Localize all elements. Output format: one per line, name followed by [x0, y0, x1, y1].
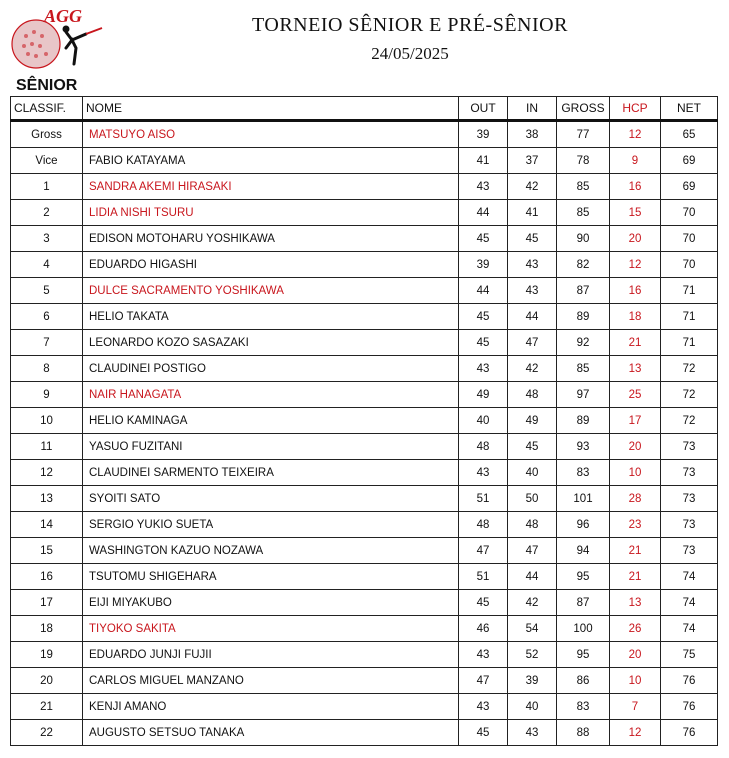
table-row — [11, 304, 718, 330]
cell-out: 43 — [459, 694, 508, 720]
cell-net: 70 — [661, 252, 718, 278]
cell-out: 47 — [459, 668, 508, 694]
cell-in: 45 — [508, 434, 557, 460]
cell-in: 54 — [508, 616, 557, 642]
table-row — [11, 200, 718, 226]
table-row — [11, 226, 718, 252]
cell-in: 44 — [508, 304, 557, 330]
cell-classif: 12 — [11, 460, 83, 486]
table-row — [11, 720, 718, 746]
cell-hcp: 18 — [610, 304, 661, 330]
cell-out: 39 — [459, 121, 508, 148]
cell-gross: 85 — [557, 200, 610, 226]
table-row — [11, 278, 718, 304]
cell-in: 49 — [508, 408, 557, 434]
cell-classif: Gross — [11, 121, 83, 148]
cell-classif: 13 — [11, 486, 83, 512]
cell-in: 37 — [508, 148, 557, 174]
cell-in: 42 — [508, 174, 557, 200]
cell-gross: 89 — [557, 408, 610, 434]
cell-classif: 3 — [11, 226, 83, 252]
table-row — [11, 694, 718, 720]
column-header-out: OUT — [459, 97, 508, 121]
cell-net: 74 — [661, 616, 718, 642]
cell-nome: LIDIA NISHI TSURU — [83, 200, 459, 226]
cell-net: 76 — [661, 694, 718, 720]
cell-in: 38 — [508, 121, 557, 148]
cell-net: 70 — [661, 200, 718, 226]
cell-nome: EDUARDO HIGASHI — [83, 252, 459, 278]
cell-nome: WASHINGTON KAZUO NOZAWA — [83, 538, 459, 564]
cell-hcp: 13 — [610, 356, 661, 382]
cell-gross: 97 — [557, 382, 610, 408]
cell-net: 71 — [661, 278, 718, 304]
table-row — [11, 382, 718, 408]
column-header-net: NET — [661, 97, 718, 121]
section-label: SÊNIOR — [16, 77, 78, 94]
table-row — [11, 668, 718, 694]
cell-nome: CLAUDINEI POSTIGO — [83, 356, 459, 382]
cell-in: 47 — [508, 330, 557, 356]
table-row — [11, 356, 718, 382]
cell-out: 43 — [459, 642, 508, 668]
cell-hcp: 26 — [610, 616, 661, 642]
cell-hcp: 9 — [610, 148, 661, 174]
table-row — [11, 460, 718, 486]
tournament-date: 24/05/2025 — [371, 44, 449, 63]
cell-out: 47 — [459, 538, 508, 564]
cell-in: 43 — [508, 278, 557, 304]
cell-nome: TIYOKO SAKITA — [83, 616, 459, 642]
cell-hcp: 17 — [610, 408, 661, 434]
title-block — [170, 14, 650, 64]
cell-hcp: 15 — [610, 200, 661, 226]
cell-hcp: 20 — [610, 226, 661, 252]
cell-in: 43 — [508, 252, 557, 278]
cell-gross: 95 — [557, 564, 610, 590]
cell-out: 41 — [459, 148, 508, 174]
table-row — [11, 616, 718, 642]
cell-gross: 89 — [557, 304, 610, 330]
cell-hcp: 21 — [610, 538, 661, 564]
cell-out: 45 — [459, 590, 508, 616]
cell-net: 76 — [661, 720, 718, 746]
cell-classif: 19 — [11, 642, 83, 668]
cell-in: 44 — [508, 564, 557, 590]
cell-net: 73 — [661, 538, 718, 564]
cell-out: 43 — [459, 174, 508, 200]
cell-out: 43 — [459, 356, 508, 382]
cell-net: 75 — [661, 642, 718, 668]
table-row — [11, 330, 718, 356]
cell-hcp: 20 — [610, 434, 661, 460]
cell-nome: SYOITI SATO — [83, 486, 459, 512]
cell-in: 42 — [508, 590, 557, 616]
cell-gross: 92 — [557, 330, 610, 356]
cell-net: 72 — [661, 408, 718, 434]
cell-gross: 100 — [557, 616, 610, 642]
table-header-row — [11, 97, 718, 121]
cell-in: 47 — [508, 538, 557, 564]
cell-out: 45 — [459, 226, 508, 252]
cell-in: 48 — [508, 382, 557, 408]
cell-in: 45 — [508, 226, 557, 252]
cell-net: 73 — [661, 460, 718, 486]
cell-gross: 93 — [557, 434, 610, 460]
cell-gross: 87 — [557, 590, 610, 616]
cell-out: 49 — [459, 382, 508, 408]
table-row — [11, 538, 718, 564]
cell-in: 39 — [508, 668, 557, 694]
cell-in: 41 — [508, 200, 557, 226]
cell-in: 40 — [508, 460, 557, 486]
table-row — [11, 434, 718, 460]
cell-gross: 96 — [557, 512, 610, 538]
cell-net: 73 — [661, 486, 718, 512]
cell-out: 40 — [459, 408, 508, 434]
cell-hcp: 16 — [610, 174, 661, 200]
cell-net: 73 — [661, 512, 718, 538]
column-header-in: IN — [508, 97, 557, 121]
cell-nome: SERGIO YUKIO SUETA — [83, 512, 459, 538]
cell-out: 48 — [459, 512, 508, 538]
table-row — [11, 252, 718, 278]
results-table — [10, 96, 718, 746]
cell-out: 43 — [459, 460, 508, 486]
cell-classif: 11 — [11, 434, 83, 460]
club-logo — [6, 4, 106, 76]
cell-classif: Vice — [11, 148, 83, 174]
cell-classif: 5 — [11, 278, 83, 304]
cell-classif: 21 — [11, 694, 83, 720]
column-header-nome: NOME — [83, 97, 459, 121]
cell-nome: YASUO FUZITANI — [83, 434, 459, 460]
cell-gross: 77 — [557, 121, 610, 148]
table-row — [11, 121, 718, 148]
cell-out: 45 — [459, 720, 508, 746]
cell-classif: 22 — [11, 720, 83, 746]
cell-net: 65 — [661, 121, 718, 148]
cell-out: 51 — [459, 486, 508, 512]
cell-hcp: 10 — [610, 668, 661, 694]
cell-net: 69 — [661, 148, 718, 174]
cell-net: 70 — [661, 226, 718, 252]
cell-out: 51 — [459, 564, 508, 590]
table-row — [11, 408, 718, 434]
svg-text:AGG: AGG — [44, 6, 83, 26]
cell-gross: 95 — [557, 642, 610, 668]
cell-classif: 15 — [11, 538, 83, 564]
cell-in: 50 — [508, 486, 557, 512]
column-header-classif: CLASSIF. — [11, 97, 83, 121]
table-row — [11, 486, 718, 512]
cell-gross: 101 — [557, 486, 610, 512]
cell-classif: 9 — [11, 382, 83, 408]
cell-classif: 20 — [11, 668, 83, 694]
cell-gross: 78 — [557, 148, 610, 174]
cell-hcp: 21 — [610, 564, 661, 590]
cell-net: 74 — [661, 564, 718, 590]
cell-hcp: 7 — [610, 694, 661, 720]
cell-hcp: 16 — [610, 278, 661, 304]
cell-in: 42 — [508, 356, 557, 382]
cell-hcp: 12 — [610, 720, 661, 746]
cell-hcp: 12 — [610, 121, 661, 148]
cell-hcp: 13 — [610, 590, 661, 616]
cell-classif: 17 — [11, 590, 83, 616]
table-row — [11, 642, 718, 668]
cell-classif: 8 — [11, 356, 83, 382]
cell-gross: 90 — [557, 226, 610, 252]
cell-in: 40 — [508, 694, 557, 720]
cell-net: 71 — [661, 304, 718, 330]
cell-classif: 2 — [11, 200, 83, 226]
cell-nome: CLAUDINEI SARMENTO TEIXEIRA — [83, 460, 459, 486]
cell-hcp: 23 — [610, 512, 661, 538]
cell-net: 73 — [661, 434, 718, 460]
cell-hcp: 25 — [610, 382, 661, 408]
cell-nome: HELIO TAKATA — [83, 304, 459, 330]
cell-gross: 94 — [557, 538, 610, 564]
cell-net: 71 — [661, 330, 718, 356]
cell-out: 44 — [459, 200, 508, 226]
cell-out: 39 — [459, 252, 508, 278]
cell-out: 45 — [459, 304, 508, 330]
cell-nome: LEONARDO KOZO SASAZAKI — [83, 330, 459, 356]
cell-gross: 87 — [557, 278, 610, 304]
cell-nome: KENJI AMANO — [83, 694, 459, 720]
cell-nome: NAIR HANAGATA — [83, 382, 459, 408]
cell-nome: SANDRA AKEMI HIRASAKI — [83, 174, 459, 200]
cell-gross: 83 — [557, 694, 610, 720]
cell-classif: 6 — [11, 304, 83, 330]
cell-out: 48 — [459, 434, 508, 460]
cell-nome: HELIO KAMINAGA — [83, 408, 459, 434]
cell-in: 52 — [508, 642, 557, 668]
cell-hcp: 28 — [610, 486, 661, 512]
cell-hcp: 20 — [610, 642, 661, 668]
table-row — [11, 564, 718, 590]
cell-gross: 85 — [557, 174, 610, 200]
page-title: TORNEIO SÊNIOR E PRÉ-SÊNIOR — [252, 14, 568, 36]
table-row — [11, 174, 718, 200]
table-row — [11, 512, 718, 538]
cell-nome: EDUARDO JUNJI FUJII — [83, 642, 459, 668]
cell-hcp: 21 — [610, 330, 661, 356]
cell-nome: MATSUYO AISO — [83, 121, 459, 148]
cell-in: 48 — [508, 512, 557, 538]
cell-net: 72 — [661, 382, 718, 408]
cell-gross: 86 — [557, 668, 610, 694]
column-header-gross: GROSS — [557, 97, 610, 121]
cell-gross: 82 — [557, 252, 610, 278]
cell-nome: EIJI MIYAKUBO — [83, 590, 459, 616]
cell-nome: AUGUSTO SETSUO TANAKA — [83, 720, 459, 746]
cell-out: 46 — [459, 616, 508, 642]
cell-net: 69 — [661, 174, 718, 200]
cell-out: 44 — [459, 278, 508, 304]
cell-in: 43 — [508, 720, 557, 746]
cell-classif: 10 — [11, 408, 83, 434]
cell-nome: EDISON MOTOHARU YOSHIKAWA — [83, 226, 459, 252]
cell-net: 74 — [661, 590, 718, 616]
cell-classif: 4 — [11, 252, 83, 278]
cell-nome: CARLOS MIGUEL MANZANO — [83, 668, 459, 694]
cell-hcp: 12 — [610, 252, 661, 278]
cell-classif: 16 — [11, 564, 83, 590]
cell-nome: TSUTOMU SHIGEHARA — [83, 564, 459, 590]
cell-hcp: 10 — [610, 460, 661, 486]
table-row — [11, 148, 718, 174]
results-body — [11, 121, 718, 746]
table-row — [11, 590, 718, 616]
cell-gross: 88 — [557, 720, 610, 746]
cell-nome: DULCE SACRAMENTO YOSHIKAWA — [83, 278, 459, 304]
cell-gross: 85 — [557, 356, 610, 382]
cell-classif: 7 — [11, 330, 83, 356]
cell-classif: 18 — [11, 616, 83, 642]
cell-out: 45 — [459, 330, 508, 356]
cell-net: 76 — [661, 668, 718, 694]
cell-classif: 14 — [11, 512, 83, 538]
cell-nome: FABIO KATAYAMA — [83, 148, 459, 174]
cell-gross: 83 — [557, 460, 610, 486]
cell-classif: 1 — [11, 174, 83, 200]
golf-ball-logo-icon — [6, 4, 106, 76]
column-header-hcp: HCP — [610, 97, 661, 121]
cell-net: 72 — [661, 356, 718, 382]
